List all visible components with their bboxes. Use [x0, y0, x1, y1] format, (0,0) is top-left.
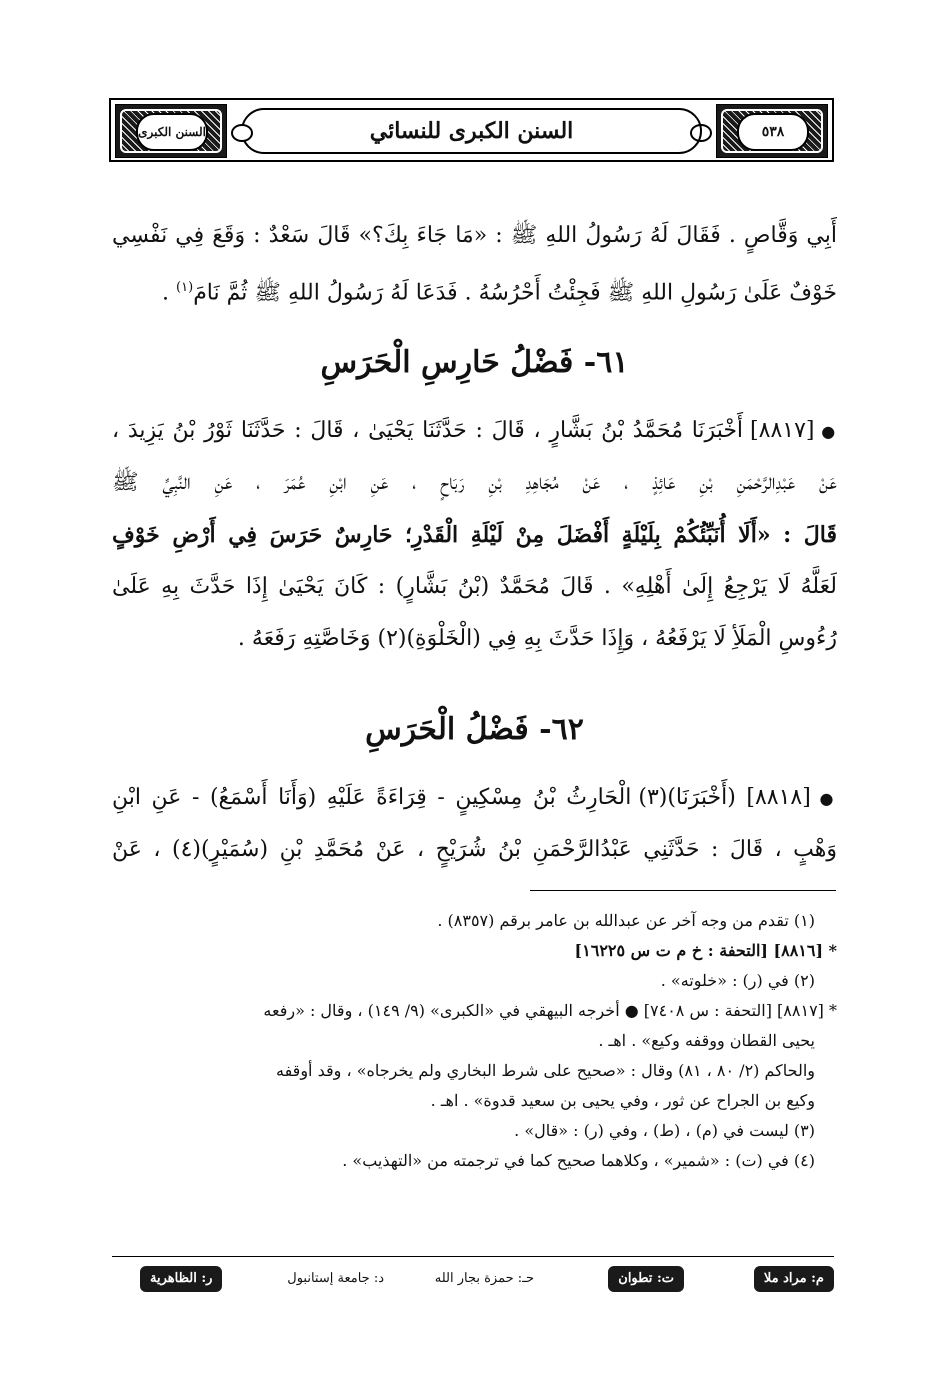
manuscript-key	[112, 1266, 834, 1294]
footnote: (١) تقدم من وجه آخر عن عبدالله بن عامر برقم (٨٣٥٧) .	[437, 911, 815, 930]
footnote: والحاكم (٢/ ٨٠ ، ٨١) وقال : «صحيح على شرط البخاري ولم يخرجاه» ، وقد أوقفه	[276, 1061, 815, 1080]
hadith-8818	[112, 772, 837, 876]
footnote: * [٨٨١٦] [التحفة : خ م ت س ١٦٢٢٥]	[574, 941, 837, 960]
section-heading: ٦١- فَضْلُ حَارِسِ الْحَرَسِ	[320, 345, 629, 380]
book-logo	[115, 104, 227, 158]
footnote-separator	[530, 890, 836, 891]
text-line: وَهْبٍ ، قَالَ : حَدَّثَنِي عَبْدُالرَّحْمَنِ بْنُ شُرَيْحٍ ، عَنْ مُحَمَّدِ بْنِ (سُمَيْرٍ)(٤) ، عَنْ	[112, 837, 837, 862]
bullet-icon: ●	[810, 789, 837, 808]
section-heading: ٦٢- فَضْلُ الْحَرَسِ	[365, 712, 584, 747]
text-line: أَبِي وَقَّاصٍ . فَقَالَ لَهُ رَسُولُ اللهِ ﷺ : «مَا جَاءَ بِكَ؟» قَالَ سَعْدٌ : وَقَعَ فِي نَفْسِي	[112, 223, 837, 248]
page-header	[109, 98, 834, 162]
text-line: لَعَلَّهُ لَا يَرْجِعُ إِلَىٰ أَهْلِهِ» . قَالَ مُحَمَّدٌ (بْنُ بَشَّارٍ) : كَانَ يَحْيَىٰ إِذَا حَدَّثَ بِهِ عَلَىٰ	[112, 574, 837, 599]
footer-rule	[112, 1256, 834, 1257]
hadith-8817	[112, 405, 837, 665]
footnote: يحيى القطان ووقفه وكيع» . اهـ .	[598, 1031, 815, 1050]
footnote: (٢) في (ر) : «خلوته» .	[660, 971, 815, 990]
footnote: وكيع بن الجراح عن ثور ، وفي يحيى بن سعيد قدوة» . اهـ .	[430, 1091, 815, 1110]
manuscript-t: ت: تطوان	[608, 1266, 684, 1292]
intro-paragraph	[112, 210, 837, 314]
text-line: خَوْفٌ عَلَىٰ رَسُولِ اللهِ ﷺ فَجِئْتُ أَحْرُسُهُ . فَدَعَا لَهُ رَسُولُ اللهِ ﷺ ثُمَّ نَامَ$^{(١)}$ .	[162, 280, 837, 306]
text-line: ● [٨٨١٧] أَخْبَرَنَا مُحَمَّدُ بْنُ بَشَّارٍ ، قَالَ : حَدَّثَنَا يَحْيَىٰ ، قَالَ : حَدَّثَنَا ثَوْرُ بْنُ يَزِيدَ ،	[112, 418, 837, 443]
footnote: (٤) في (ت) : «شمير» ، وكلاهما صحيح كما في ترجمته من «التهذيب» .	[342, 1151, 815, 1170]
text-line: عَنْ عَبْدِالرَّحْمَنِ بْنِ عَائِذٍ ، عَنْ مُجَاهِدِ بْنِ رَبَاحٍ ، عَنِ ابْنِ عُمَرَ ، عَنِ النَّبِيِّ ﷺ	[112, 470, 837, 495]
text-line: رُءُوسِ الْمَلَأِ لَا يَرْفَعُهُ ، وَإِذَا حَدَّثَ بِهِ فِي (الْخَلْوَةِ)(٢) وَخَاصَّتِهِ رَفَعَهُ .	[237, 626, 837, 651]
logo-text: السنن الكبرى	[136, 113, 208, 151]
footnote: (٣) ليست في (م) ، (ط) ، وفي (ر) : «قال» .	[514, 1121, 815, 1140]
footnote-ref: (١)	[176, 280, 194, 295]
manuscript-r: ر: الظاهرية	[140, 1266, 222, 1292]
manuscript-m: م: مراد ملا	[754, 1266, 834, 1292]
page-number-ornament	[716, 104, 828, 158]
book-title: السنن الكبرى للنسائي	[241, 108, 702, 154]
flourish-icon	[231, 124, 253, 142]
page-number: ٥٣٨	[737, 113, 809, 151]
bullet-icon: ●	[814, 422, 837, 441]
footnote: * [٨٨١٧] [التحفة : س ٧٤٠٨] ● أخرجه البيهقي في «الكبرى» (٩/ ١٤٩) ، وقال : «رفعه	[263, 1001, 837, 1020]
manuscript-h: حـ: حمزة بجار الله	[434, 1271, 534, 1286]
manuscript-d: د: جامعة إستانبول	[287, 1271, 384, 1286]
text-line: ● [٨٨١٨] (أَخْبَرَنَا)(٣) الْحَارِثُ بْنُ مِسْكِينٍ - قِرَاءَةً عَلَيْهِ (وَأَنَا أَسْمَعُ) - عَنِ ابْنِ	[112, 785, 837, 810]
text-line: قَالَ : «أَلَا أُنَبِّئُكُمْ بِلَيْلَةٍ أَفْضَلَ مِنْ لَيْلَةِ الْقَدْرِ؛ حَارِسٌ حَرَسَ فِي أَرْضِ خَوْفٍ	[112, 522, 837, 548]
footnotes	[112, 906, 837, 1176]
